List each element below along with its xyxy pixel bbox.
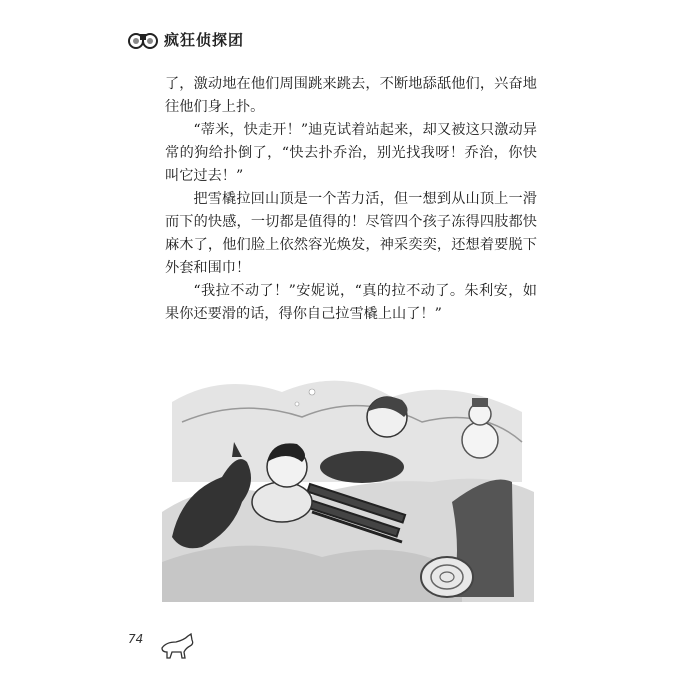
paragraph: “蒂米，快走开！”迪克试着站起来，却又被这只激动异常的狗给扑倒了，“快去扑乔治，别光找我呀！乔治，你快叫它过去！” (165, 122, 537, 184)
paragraph: 了，激动地在他们周围跳来跳去，不断地舔舐他们，兴奋地往他们身上扑。 (165, 76, 537, 115)
body-text (165, 73, 537, 326)
page-number: 74 (128, 632, 144, 646)
snow-sledding-illustration (162, 362, 534, 602)
series-title: 疯狂侦探团 (164, 30, 245, 49)
running-header (128, 28, 244, 50)
binoculars-icon (128, 28, 158, 50)
paragraph: 把雪橇拉回山顶是一个苦力活，但一想到从山顶上一滑而下的快感，一切都是值得的！尽管四个孩子冻得四肢都快麻木了，他们脸上依然容光焕发，神采奕奕，还想着要脱下外套和围巾！ (165, 191, 537, 276)
dog-icon (158, 630, 198, 660)
paragraph: “我拉不动了！”安妮说，“真的拉不动了。朱利安，如果你还要滑的话，得你自己拉雪橇上山了！” (165, 283, 537, 322)
